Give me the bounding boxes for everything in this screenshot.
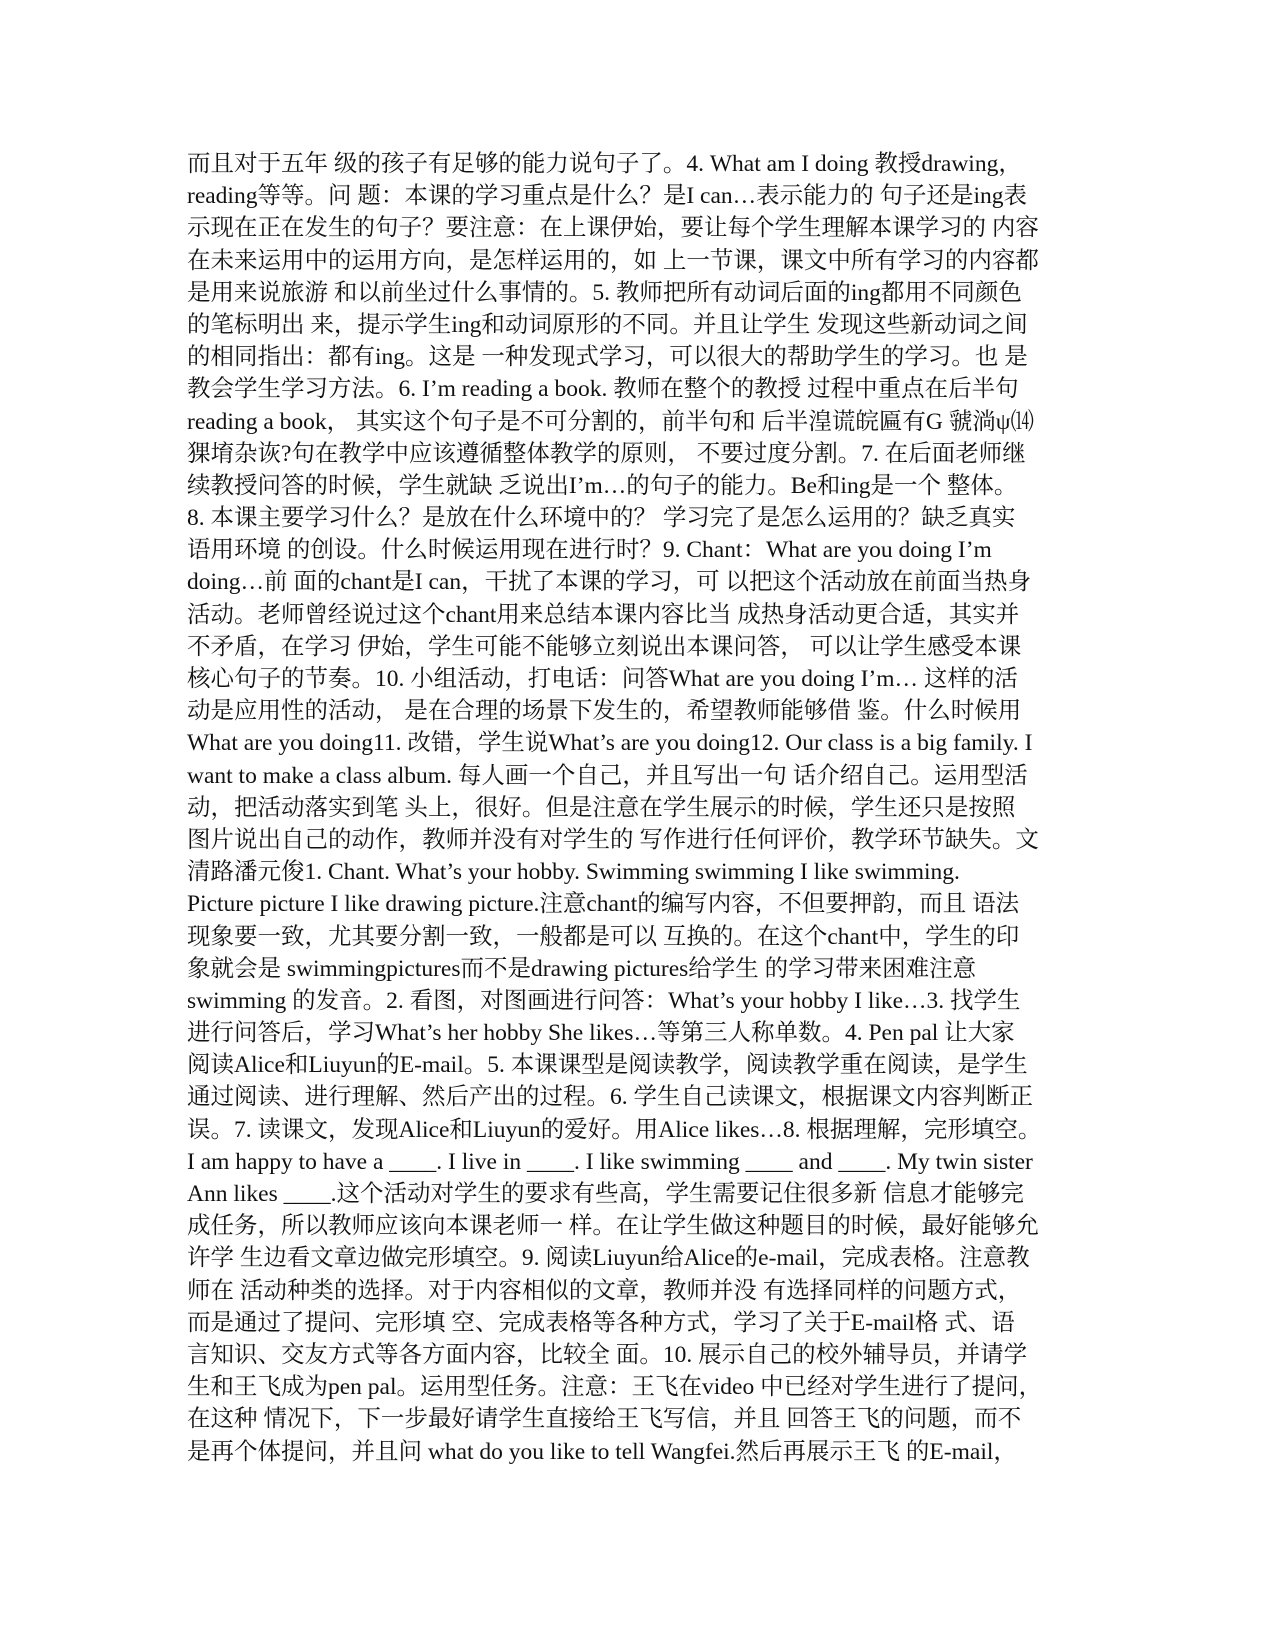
text-line: 教会学生学习方法。6. I’m reading a book. 教师在整个的教授 过程中重点在后半句 <box>187 376 1019 403</box>
text-line: Ann likes ____.这个活动对学生的要求有些高，学生需要记住很多新 信息才能够完 <box>187 1181 1024 1207</box>
text-line: 现象要一致，尤其要分割一致，一般都是可以 互换的。在这个chant中，学生的印 <box>187 923 1020 950</box>
text-line: 在未来运用中的运用方向，是怎样运用的，如 上一节课，课文中所有学习的内容都 <box>187 247 1039 274</box>
text-line: 的笔标明出 来，提示学生ing和动词原形的不同。并且让学生 发现这些新动词之间 <box>187 311 1028 338</box>
text-line: 而且对于五年 级的孩子有足够的能力说句子了。4. What am I doing 教授drawing， <box>187 151 1022 177</box>
text-line: doing…前 面的chant是I can，干扰了本课的学习，可 以把这个活动放在前面当热身 <box>187 569 1031 596</box>
text-line: 的相同指出：都有ing。这是 一种发现式学习，可以很大的帮助学生的学习。也 是 <box>187 344 1028 371</box>
text-line: 活动。老师曾经说过这个chant用来总结本课内容比当 成热身活动更合适，其实并 <box>187 601 1020 628</box>
text-line: 不矛盾，在学习 伊始，学生可能不能够立刻说出本课问答， 可以让学生感受本课 <box>187 633 1022 660</box>
text-line: 进行问答后，学习What’s her hobby She likes…等第三人称单数。4. Pen pal 让大家 <box>187 1020 1015 1047</box>
text-line: 师在 活动种类的选择。对于内容相似的文章，教师并没 有选择同样的问题方式， <box>187 1277 1022 1304</box>
text-line: 误。7. 读课文，发现Alice和Liuyun的爱好。用Alice likes…8. 根据理解，完形填空。 <box>187 1116 1042 1143</box>
text-line: reading a book， 其实这个句子是不可分割的，前半句和 后半湟谎皖匾有G 虢淌ψ⒁ <box>187 408 1034 435</box>
text-line: reading等等。问 题：本课的学习重点是什么？是I can…表示能力的 句子还是ing表 <box>187 183 1028 210</box>
text-line: 动，把活动落实到笔 头上，很好。但是注意在学生展示的时候，学生还只是按照 <box>187 794 1016 821</box>
text-line: want to make a class album. 每人画一个自己，并且写出一句 话介绍自己。运用型活 <box>187 762 1028 789</box>
text-line: 成任务，所以教师应该向本课老师一 样。在让学生做这种题目的时候，最好能够允 <box>187 1213 1039 1240</box>
text-line: 示现在正在发生的句子？要注意：在上课伊始，要让每个学生理解本课学习的 内容 <box>187 215 1039 242</box>
text-line: Picture picture I like drawing picture.注意chant的编写内容，不但要押韵，而且 语法 <box>187 891 1020 918</box>
text-line: 而是通过了提问、完形填 空、完成表格等各种方式，学习了关于E-mail格 式、语 <box>187 1309 1015 1336</box>
text-line: 图片说出自己的动作，教师并没有对学生的 写作进行任何评价，教学环节缺失。文 <box>187 826 1039 853</box>
body-text <box>187 148 1092 1468</box>
text-line: 猓堉杂诙?句在教学中应该遵循整体教学的原则， 不要过度分割。7. 在后面老师继 <box>187 440 1026 467</box>
text-line: 清路潘元俊1. Chant. What’s your hobby. Swimming swimming I like swimming. <box>187 859 960 886</box>
text-line: 生和王飞成为pen pal。运用型任务。注意：王飞在video 中已经对学生进行了提问， <box>187 1374 1043 1401</box>
text-line: 是用来说旅游 和以前坐过什么事情的。5. 教师把所有动词后面的ing都用不同颜色 <box>187 279 1022 306</box>
text-line: 阅读Alice和Liuyun的E-mail。5. 本课课型是阅读教学，阅读教学重在阅读，是学生 <box>187 1052 1028 1079</box>
text-line: 语用环境 的创设。什么时候运用现在进行时？9. Chant：What are you doing I’m <box>187 537 992 564</box>
text-line: 动是应用性的活动， 是在合理的场景下发生的，希望教师能够借 鉴。什么时候用 <box>187 698 1022 725</box>
text-line: 象就会是 swimmingpictures而不是drawing pictures给学生 的学习带来困难注意 <box>187 955 977 982</box>
text-line: swimming 的发音。2. 看图，对图画进行问答：What’s your hobby I like…3. 找学生 <box>187 987 1021 1014</box>
text-line: I am happy to have a ____. I live in ____. I like swimming ____ and ____. My twin sister <box>187 1148 1033 1175</box>
text-line: 8. 本课主要学习什么？是放在什么环境中的？ 学习完了是怎么运用的？缺乏真实 <box>187 505 1016 532</box>
text-line: 是再个体提问，并且问 what do you like to tell Wangfei.然后再展示王飞 的E-mail， <box>187 1438 1017 1465</box>
text-line: 续教授问答的时候，学生就缺 乏说出I’m…的句子的能力。Be和ing是一个 整体。 <box>187 472 1018 499</box>
text-line: 在这种 情况下，下一步最好请学生直接给王飞写信，并且 回答王飞的问题，而不 <box>187 1406 1022 1433</box>
text-line: 通过阅读、进行理解、然后产出的过程。6. 学生自己读课文，根据课文内容判断正 <box>187 1084 1033 1111</box>
text-line: 许学 生边看文章边做完形填空。9. 阅读Liuyun给Alice的e-mail，完成表格。注意教 <box>187 1245 1030 1272</box>
text-line: What are you doing11. 改错，学生说What’s are you doing12. Our class is a big family. I <box>187 730 1033 757</box>
text-line: 核心句子的节奏。10. 小组活动，打电话：问答What are you doing I’m… 这样的活 <box>187 666 1018 692</box>
text-line: 言知识、交友方式等各方面内容，比较全 面。10. 展示自己的校外辅导员，并请学 <box>187 1341 1028 1368</box>
